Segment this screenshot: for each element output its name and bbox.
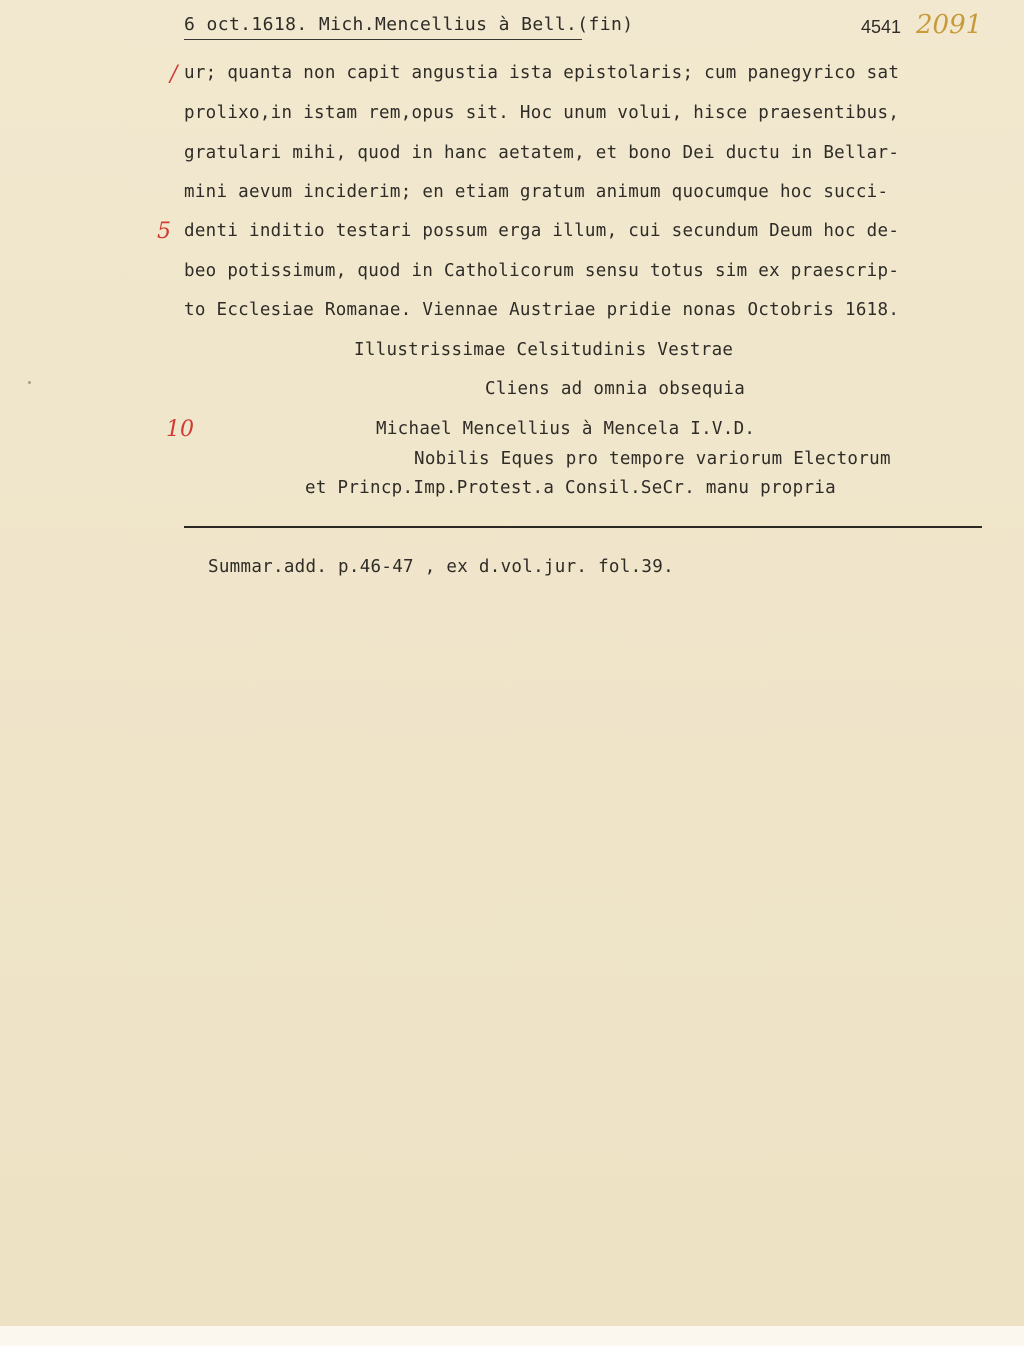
body-line-7: to Ecclesiae Romanae. Viennae Austriae pridie nonas Octobris 1618. bbox=[184, 300, 900, 320]
source-reference: Summar.add. p.46-47 , ex d.vol.jur. fol.39. bbox=[208, 557, 674, 577]
scan-bottom-edge bbox=[0, 1326, 1024, 1346]
body-line-5: denti inditio testari possum erga illum, cui secundum Deum hoc de- bbox=[184, 221, 900, 241]
signature-name: Michael Mencellius à Mencela I.V.D. bbox=[376, 419, 756, 439]
signature-office: et Princp.Imp.Protest.a Consil.SeCr. manu propria bbox=[305, 478, 836, 498]
body-line-6: beo potissimum, quod in Catholicorum sensu totus sim ex praescrip- bbox=[184, 261, 900, 281]
margin-line-marker-10: 10 bbox=[166, 417, 194, 442]
body-line-1: ur; quanta non capit angustia ista epistolaris; cum panegyrico sat bbox=[184, 63, 900, 83]
body-line-4: mini aevum inciderim; en etiam gratum animum quocumque hoc succi- bbox=[184, 182, 889, 202]
section-divider bbox=[184, 526, 982, 528]
signature-title: Nobilis Eques pro tempore variorum Electorum bbox=[414, 449, 891, 469]
margin-line-marker-1: / bbox=[170, 62, 178, 87]
body-line-2: prolixo,in istam rem,opus sit. Hoc unum volui, hisce praesentibus, bbox=[184, 103, 900, 123]
closing-servant: Cliens ad omnia obsequia bbox=[485, 379, 746, 399]
closing-salutation: Illustrissimae Celsitudinis Vestrae bbox=[354, 340, 734, 360]
margin-line-marker-5: 5 bbox=[157, 219, 171, 244]
body-line-3: gratulari mihi, quod in hanc aetatem, et bono Dei ductu in Bellar- bbox=[184, 143, 900, 163]
document-header-title: 6 oct.1618. Mich.Mencellius à Bell.(fin) bbox=[184, 14, 634, 35]
folio-number: 4541 bbox=[861, 17, 902, 37]
paper-speck bbox=[28, 381, 31, 384]
header-underline bbox=[184, 39, 582, 40]
handwritten-folio-number: 2091 bbox=[916, 10, 983, 40]
